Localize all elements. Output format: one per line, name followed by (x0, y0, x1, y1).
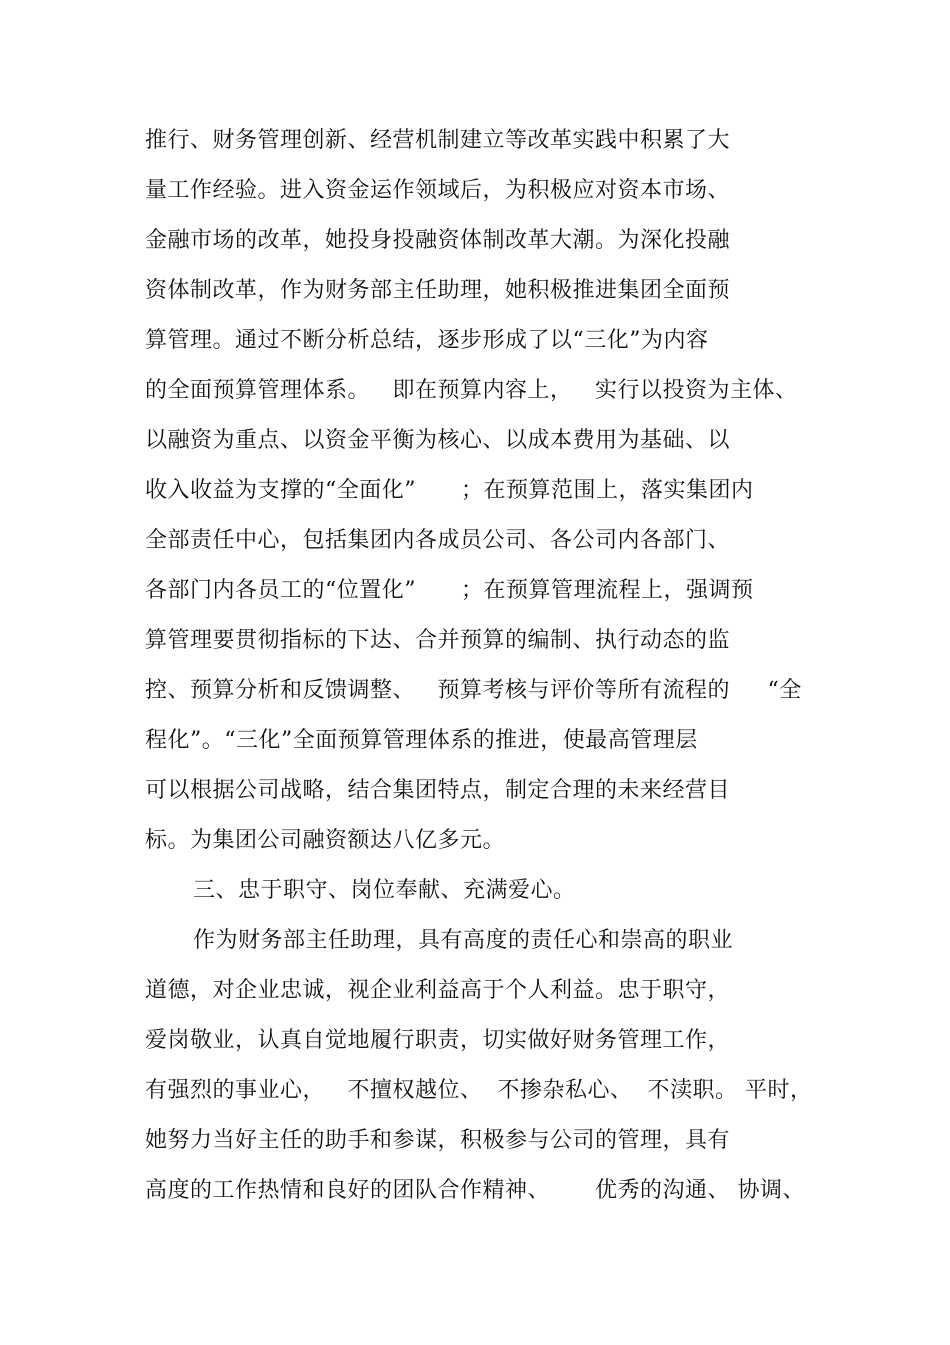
text-line: 爱岗敬业，认真自觉地履行职责，切实做好财务管理工作， (145, 1028, 731, 1053)
text-line: 推行、财务管理创新、经营机制建立等改革实践中积累了大 (145, 128, 731, 153)
text-line: 可以根据公司战略，结合集团特点，制定合理的未来经营目 (145, 778, 731, 803)
text-line: 控、预算分析和反馈调整、 预算考核与评价等所有流程的 “全 (145, 678, 802, 703)
text-line: 金融市场的改革，她投身投融资体制改革大潮。为深化投融 (145, 228, 731, 253)
text-line: 资体制改革，作为财务部主任助理，她积极推进集团全面预 (145, 278, 731, 303)
text-line: 她努力当好主任的助手和参谋，积极参与公司的管理，具有 (145, 1128, 731, 1153)
text-line: 量工作经验。进入资金运作领域后，为积极应对资本市场、 (145, 178, 731, 203)
section-heading: 三、忠于职守、岗位奉献、充满爱心。 (193, 878, 576, 903)
text-line: 算管理。通过不断分析总结，逐步形成了以“三化”为内容 (145, 328, 709, 353)
text-line: 收入收益为支撑的“全面化” ；在预算范围上，落实集团内 (145, 478, 754, 503)
text-line: 标。为集团公司融资额达八亿多元。 (145, 828, 506, 853)
text-line: 道德，对企业忠诚，视企业利益高于个人利益。忠于职守， (145, 978, 731, 1003)
text-line: 以融资为重点、以资金平衡为核心、以成本费用为基础、以 (145, 428, 731, 453)
text-line: 的全面预算管理体系。 即在预算内容上， 实行以投资为主体、 (145, 378, 798, 403)
text-line: 程化”。“三化”全面预算管理体系的推进，使最高管理层 (145, 728, 698, 753)
text-line: 作为财务部主任助理，具有高度的责任心和崇高的职业 (193, 928, 734, 953)
text-line: 有强烈的事业心， 不擅权越位、 不掺杂私心、 不渎职。 平时， (145, 1078, 813, 1103)
text-line: 各部门内各员工的“位置化” ；在预算管理流程上，强调预 (145, 578, 754, 603)
text-line: 全部责任中心，包括集团内各成员公司、各公司内各部门、 (145, 528, 731, 553)
text-line: 高度的工作热情和良好的团队合作精神、 优秀的沟通、 协调、 (145, 1178, 805, 1203)
text-line: 算管理要贯彻指标的下达、合并预算的编制、执行动态的监 (145, 628, 731, 653)
